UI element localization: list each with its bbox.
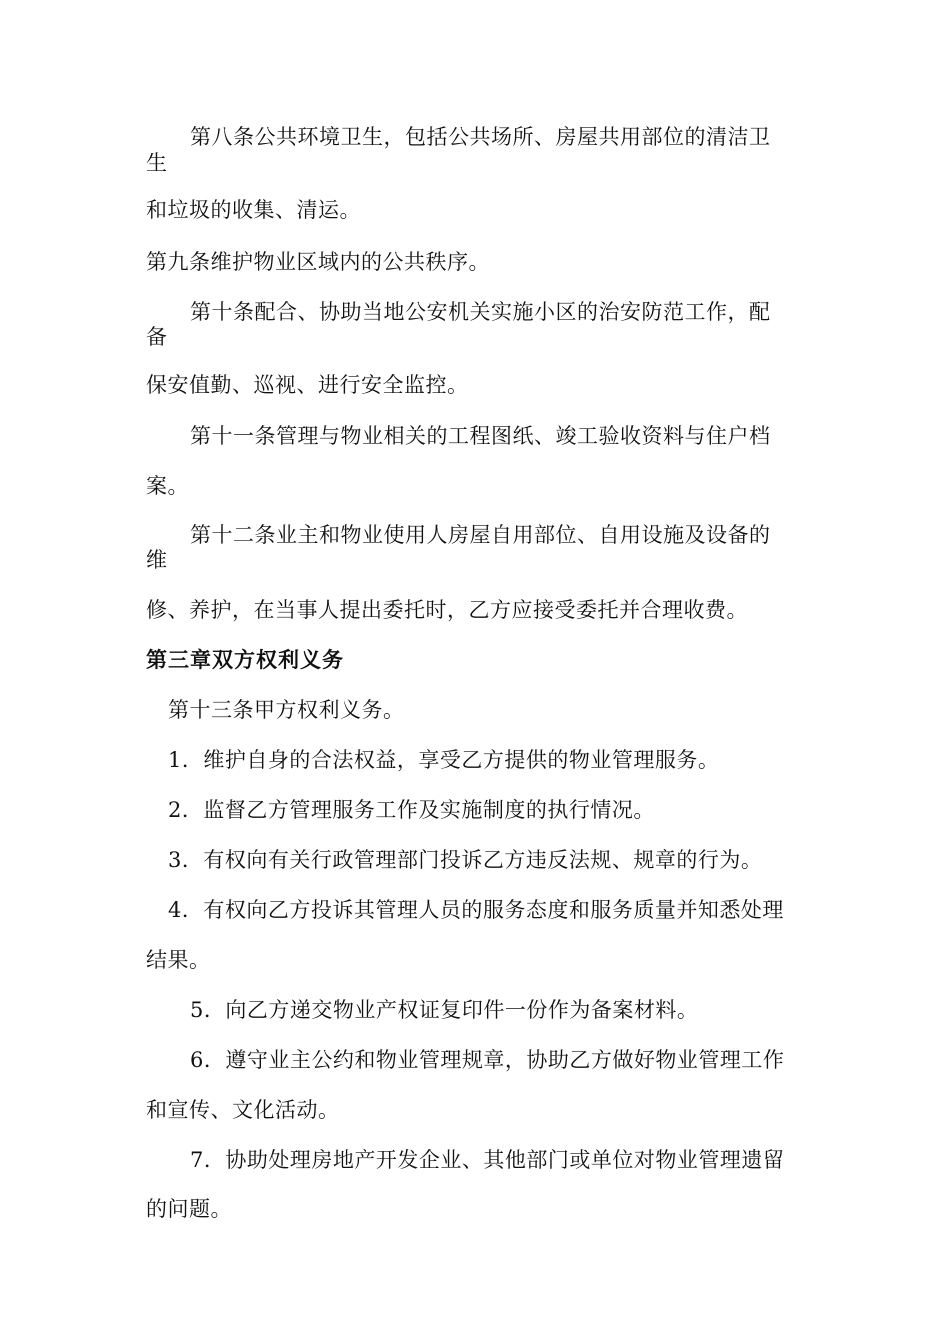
article-12-line-3: 修、养护，在当事人提出委托时，乙方应接受委托并合理收费。 (146, 598, 748, 622)
article-10-line-2: 备 (146, 325, 168, 349)
article-8-line-1: 第八条公共环境卫生，包括公共场所、房屋共用部位的清洁卫 (190, 125, 771, 149)
item-5: 5．向乙方递交物业产权证复印件一份作为备案材料。 (190, 998, 699, 1022)
item-6-line-2: 和宣传、文化活动。 (146, 1098, 340, 1122)
article-10-line-3: 保安值勤、巡视、进行安全监控。 (146, 373, 469, 397)
article-12-line-1: 第十二条业主和物业使用人房屋自用部位、自用设施及设备的 (190, 523, 771, 547)
article-11-line-1: 第十一条管理与物业相关的工程图纸、竣工验收资料与住户档 (190, 424, 771, 448)
item-2: 2．监督乙方管理服务工作及实施制度的执行情况。 (168, 798, 655, 822)
article-10-line-1: 第十条配合、协助当地公安机关实施小区的治安防范工作，配 (190, 300, 771, 324)
article-8-line-3: 和垃圾的收集、清运。 (146, 198, 361, 222)
article-13: 第十三条甲方权利义务。 (168, 698, 405, 722)
item-6-line-1: 6．遵守业主公约和物业管理规章，协助乙方做好物业管理工作 (190, 1048, 785, 1072)
article-12-line-2: 维 (146, 548, 168, 572)
item-4-line-2: 结果。 (146, 948, 211, 972)
item-4-line-1: 4．有权向乙方投诉其管理人员的服务态度和服务质量并知悉处理 (168, 898, 784, 922)
item-7-line-1: 7．协助处理房地产开发企业、其他部门或单位对物业管理遗留 (190, 1148, 785, 1172)
item-3: 3．有权向有关行政管理部门投诉乙方违反法规、规章的行为。 (168, 848, 763, 872)
article-11-line-2: 案。 (146, 474, 189, 498)
item-1: 1．维护自身的合法权益，享受乙方提供的物业管理服务。 (168, 748, 720, 772)
article-9: 第九条维护物业区域内的公共秩序。 (146, 250, 490, 274)
chapter-3-heading: 第三章双方权利义务 (146, 648, 344, 672)
article-8-line-2: 生 (146, 151, 168, 175)
item-7-line-2: 的问题。 (146, 1197, 232, 1221)
